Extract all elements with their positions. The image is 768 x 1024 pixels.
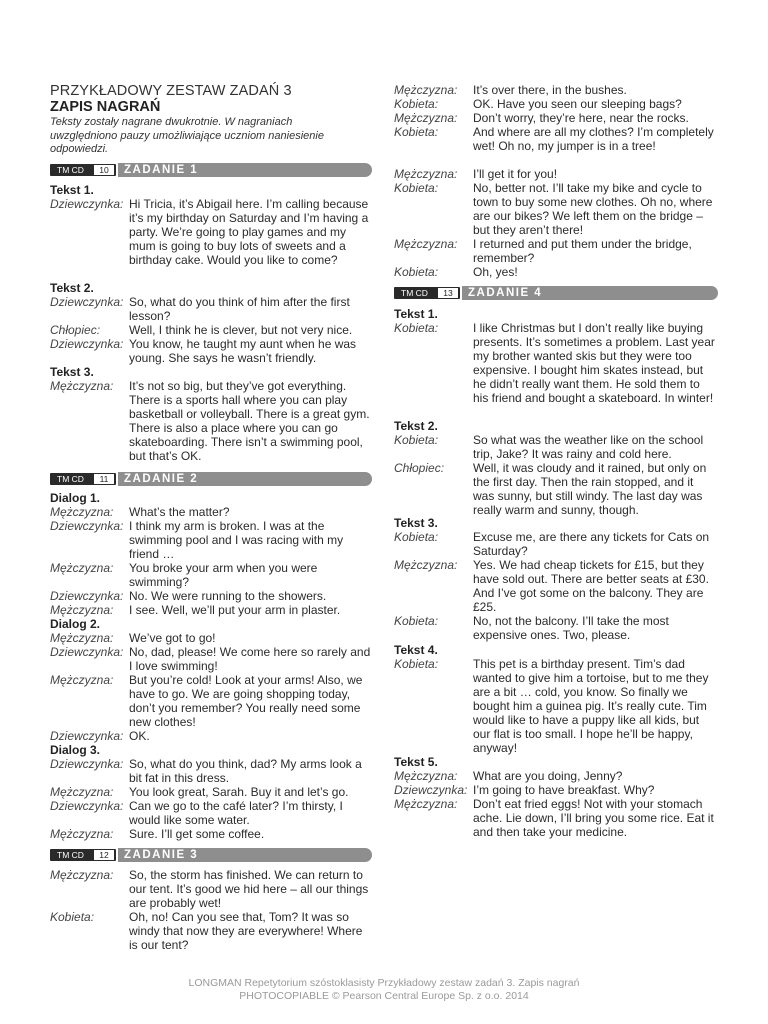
speech-text: What’s the matter? <box>129 505 230 519</box>
speech-text: You look great, Sarah. Buy it and let’s go. <box>129 785 349 799</box>
speaker-label: Dziewczynka: <box>50 757 124 771</box>
dialogue-line <box>394 433 718 461</box>
dialogue-line <box>50 519 372 561</box>
page-subtitle: ZAPIS NAGRAŃ <box>50 99 161 115</box>
speaker-label: Kobieta: <box>394 530 439 544</box>
section-heading: Tekst 1. <box>50 183 94 197</box>
speech-text: You broke your arm when you were swimming? <box>129 561 318 589</box>
speech-text: This pet is a birthday present. Tim’s dad wanted to give him a tortoise, but to me they are a bit … cold, you know. So finally we bought him a guinea pig. It’s really cute. Tim would like to have a puppy like all kids, but our flat is too small. I hope he’ll be happy, anyway! <box>473 657 709 755</box>
section-heading: Tekst 3. <box>50 365 94 379</box>
speech-text: Oh, yes! <box>473 265 518 279</box>
speech-text: I think my arm is broken. I was at the swimming pool and I was racing with my friend … <box>129 519 344 561</box>
task-title: ZADANIE 3 <box>124 849 199 861</box>
speaker-label: Mężczyzna: <box>50 785 114 799</box>
speaker-label: Dziewczynka: <box>50 337 124 351</box>
speaker-label: Mężczyzna: <box>50 379 114 393</box>
speaker-label: Dziewczynka: <box>50 519 124 533</box>
section-heading: Tekst 3. <box>394 516 438 530</box>
speech-text: It’s not so big, but they’ve got everything. There is a sports hall where you can play basketball or volleyball. There is a great gym. There is also a place where you can go skateboarding. There isn’t a swimming pool, but that’s OK. <box>129 379 370 463</box>
dialogue-line <box>394 461 718 517</box>
tm-cd-badge <box>394 287 460 299</box>
speaker-label: Mężczyzna: <box>394 111 458 125</box>
dialogue-line <box>394 125 718 153</box>
speech-text: Hi Tricia, it’s Abigail here. I’m calling because it’s my birthday on Saturday and I’m having a party. We’re going to play games and my mum is going to buy lots of sweets and a birthday cake. Would you like to come? <box>129 197 369 267</box>
speaker-label: Chłopiec: <box>394 461 445 475</box>
task-4-bar <box>394 286 718 301</box>
dialogue-line <box>394 265 718 279</box>
tm-cd-label: TM CD <box>57 165 84 175</box>
speech-text: I’m going to have breakfast. Why? <box>473 783 655 797</box>
speech-text: Well, I think he is clever, but not very nice. <box>129 323 353 337</box>
speech-text: Well, it was cloudy and it rained, but only on the first day. Then the rain stopped, and it was sunny, but still windy. The last day was really warm and sunny, though. <box>473 461 707 517</box>
speech-text: So what was the weather like on the school trip, Jake? It was rainy and cold here. <box>473 433 704 461</box>
section-heading: Dialog 2. <box>50 617 101 631</box>
dialogue-line <box>394 797 718 839</box>
page-title: PRZYKŁADOWY ZESTAW ZADAŃ 3 <box>50 83 292 99</box>
recording-note: Teksty zostały nagrane dwukrotnie. W nagraniach uwzględniono pauzy umożliwiające uczniom naniesienie odpowiedzi. <box>50 116 324 155</box>
dialogue-line <box>50 379 372 463</box>
dialogue-line <box>394 783 718 797</box>
dialogue-line <box>50 589 372 603</box>
speaker-label: Dziewczynka: <box>50 295 124 309</box>
speech-text: No, better not. I’ll take my bike and cycle to town to buy some new clothes. Oh no, where are our bikes? We left them on the bridge – but they aren’t there! <box>473 181 713 237</box>
speech-text: And where are all my clothes? I’m completely wet! Oh no, my jumper is in a tree! <box>473 125 714 153</box>
task-3-bar <box>50 848 372 863</box>
section-heading: Tekst 1. <box>394 307 438 321</box>
dialogue-line <box>394 167 718 181</box>
speech-text: So, the storm has finished. We can return to our tent. It’s good we hid here – all our things are probably wet! <box>129 868 369 910</box>
speech-text: We’ve got to go! <box>129 631 216 645</box>
section-heading: Tekst 2. <box>394 419 438 433</box>
speaker-label: Kobieta: <box>394 433 439 447</box>
speaker-label: Dziewczynka: <box>50 729 124 743</box>
speaker-label: Mężczyzna: <box>50 561 114 575</box>
dialogue-line <box>50 757 372 785</box>
task-title-band <box>118 472 372 486</box>
dialogue-line <box>394 97 718 111</box>
speech-text: I returned and put them under the bridge, remember? <box>473 237 692 265</box>
speaker-label: Kobieta: <box>394 265 439 279</box>
section-heading: Dialog 3. <box>50 743 101 757</box>
section-heading: Tekst 2. <box>50 281 94 295</box>
dialogue-line <box>394 237 718 265</box>
dialogue-line <box>50 631 372 645</box>
dialogue-line <box>50 295 372 323</box>
dialogue-line <box>50 561 372 589</box>
tm-cd-badge <box>50 849 116 861</box>
section-heading: Tekst 5. <box>394 755 438 769</box>
speaker-label: Kobieta: <box>50 910 95 924</box>
task-1-bar <box>50 163 372 178</box>
task-2-bar <box>50 472 372 487</box>
speech-text: Sure. I’ll get some coffee. <box>129 827 265 841</box>
speech-text: OK. Have you seen our sleeping bags? <box>473 97 682 111</box>
task-title: ZADANIE 1 <box>124 164 199 176</box>
speech-text: You know, he taught my aunt when he was young. She says he wasn’t friendly. <box>129 337 357 365</box>
speaker-label: Mężczyzna: <box>394 558 458 572</box>
speech-text: What are you doing, Jenny? <box>473 769 623 783</box>
dialogue-line <box>50 799 372 827</box>
dialogue-line <box>394 181 718 237</box>
speaker-label: Mężczyzna: <box>50 631 114 645</box>
tm-cd-label: TM CD <box>57 474 84 484</box>
speech-text: Excuse me, are there any tickets for Cats on Saturday? <box>473 530 710 558</box>
speaker-label: Kobieta: <box>394 125 439 139</box>
speaker-label: Dziewczynka: <box>50 589 124 603</box>
section-heading: Tekst 4. <box>394 643 438 657</box>
speaker-label: Mężczyzna: <box>394 237 458 251</box>
speaker-label: Chłopiec: <box>50 323 101 337</box>
speech-text: I’ll get it for you! <box>473 167 558 181</box>
speaker-label: Kobieta: <box>394 181 439 195</box>
tm-cd-badge <box>50 164 116 176</box>
speech-text: I like Christmas but I don’t really like buying presents. It’s sometimes a problem. Last year my brother wanted skis but they were too expensive. I bought him skates instead, but he didn’t really want them. He sold them to his friend and bought a skateboard. In winter! <box>473 321 715 405</box>
dialogue-line <box>394 769 718 783</box>
speaker-label: Kobieta: <box>394 321 439 335</box>
dialogue-line <box>394 614 718 642</box>
dialogue-line <box>50 868 372 910</box>
speaker-label: Mężczyzna: <box>394 797 458 811</box>
section-heading: Dialog 1. <box>50 491 101 505</box>
speech-text: Yes. We had cheap tickets for £15, but they have sold out. There are better seats at £30. And I’ve got some on the balcony. They are £25. <box>473 558 709 614</box>
speaker-label: Mężczyzna: <box>394 769 458 783</box>
dialogue-line <box>50 645 372 673</box>
footer-copyright: PHOTOCOPIABLE © Pearson Central Europe Sp. z o.o. 2014 <box>239 990 529 1002</box>
tm-cd-badge <box>50 473 116 485</box>
tm-cd-number: 11 <box>94 474 114 484</box>
speech-text: OK. <box>129 729 150 743</box>
tm-cd-number: 13 <box>438 288 458 298</box>
dialogue-line <box>50 785 372 799</box>
task-title-band <box>462 286 718 300</box>
speaker-label: Dziewczynka: <box>394 783 468 797</box>
speaker-label: Mężczyzna: <box>50 673 114 687</box>
speaker-label: Mężczyzna: <box>394 83 458 97</box>
speech-text: So, what do you think, dad? My arms look a bit fat in this dress. <box>129 757 362 785</box>
speech-text: Don’t eat fried eggs! Not with your stomach ache. Lie down, I’ll bring you some rice. Eat it and then take your medicine. <box>473 797 714 839</box>
speaker-label: Mężczyzna: <box>50 868 114 882</box>
tm-cd-label: TM CD <box>401 288 428 298</box>
footer-credit: LONGMAN Repetytorium szóstoklasisty Przykładowy zestaw zadań 3. Zapis nagrań <box>188 977 580 989</box>
dialogue-line <box>394 83 718 97</box>
speech-text: Oh, no! Can you see that, Tom? It was so windy that now they are everywhere! Where is our tent? <box>129 910 363 952</box>
dialogue-line <box>50 673 372 729</box>
speech-text: No. We were running to the showers. <box>129 589 327 603</box>
tm-cd-number: 12 <box>94 850 114 860</box>
task-title-band <box>118 163 372 177</box>
speech-text: No, not the balcony. I’ll take the most expensive ones. Two, please. <box>473 614 669 642</box>
dialogue-line <box>394 558 718 614</box>
task-title: ZADANIE 4 <box>468 287 543 299</box>
speaker-label: Mężczyzna: <box>50 505 114 519</box>
speech-text: But you’re cold! Look at your arms! Also, we have to go. We are going shopping today, don’t you remember? You really need some new clothes! <box>129 673 363 729</box>
speaker-label: Kobieta: <box>394 97 439 111</box>
speech-text: No, dad, please! We come here so rarely and I love swimming! <box>129 645 371 673</box>
dialogue-line <box>50 729 372 743</box>
speaker-label: Mężczyzna: <box>50 603 114 617</box>
dialogue-line <box>50 337 372 365</box>
speaker-label: Kobieta: <box>394 614 439 628</box>
speech-text: I see. Well, we’ll put your arm in plaster. <box>129 603 341 617</box>
task-title-band <box>118 848 372 862</box>
dialogue-line <box>394 111 718 125</box>
dialogue-line <box>394 321 718 405</box>
dialogue-line <box>50 505 372 519</box>
speaker-label: Dziewczynka: <box>50 799 124 813</box>
tm-cd-label: TM CD <box>57 850 84 860</box>
task-title: ZADANIE 2 <box>124 473 199 485</box>
dialogue-line <box>50 323 372 337</box>
speech-text: So, what do you think of him after the first lesson? <box>129 295 350 323</box>
speaker-label: Mężczyzna: <box>50 827 114 841</box>
dialogue-line <box>50 603 372 617</box>
dialogue-line <box>50 197 372 267</box>
dialogue-line <box>394 530 718 558</box>
speaker-label: Dziewczynka: <box>50 645 124 659</box>
dialogue-line <box>50 827 372 841</box>
dialogue-line <box>50 910 372 952</box>
tm-cd-number: 10 <box>94 165 114 175</box>
speech-text: Can we go to the café later? I’m thirsty, I would like some water. <box>129 799 343 827</box>
dialogue-line <box>394 657 718 755</box>
speaker-label: Mężczyzna: <box>394 167 458 181</box>
speaker-label: Dziewczynka: <box>50 197 124 211</box>
speech-text: It’s over there, in the bushes. <box>473 83 627 97</box>
speech-text: Don’t worry, they’re here, near the rocks. <box>473 111 689 125</box>
speaker-label: Kobieta: <box>394 657 439 671</box>
